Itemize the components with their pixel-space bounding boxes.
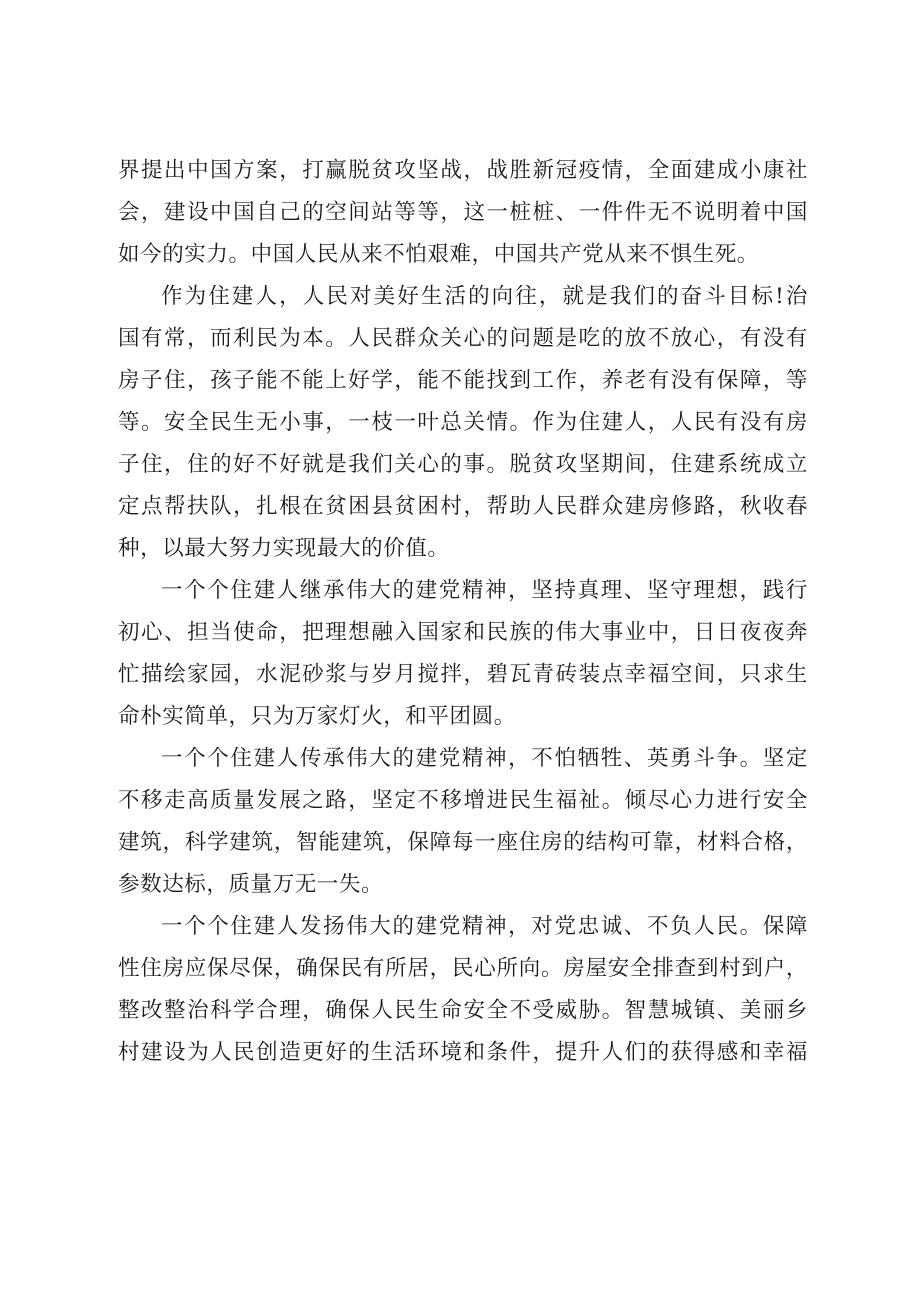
text-line: 等。安全民生无小事，一枝一叶总关情。作为住建人，人民有没有房 (118, 410, 808, 435)
text-line: 子住，住的好不好就是我们关心的事。脱贫攻坚期间，住建系统成立 (118, 452, 808, 477)
text-line: 一个个住建人发扬伟大的建党精神，对党忠诚、不负人民。保障 (161, 914, 808, 939)
text-line: 会，建设中国自己的空间站等等，这一桩桩、一件件无不说明着中国 (118, 200, 808, 225)
paragraph-1 (118, 150, 808, 276)
text-line: 参数达标，质量万无一失。 (118, 872, 384, 897)
text-line: 忙描绘家园，水泥砂浆与岁月搅拌，碧瓦青砖装点幸福空间，只求生 (118, 662, 808, 687)
text-line: 整改整治科学合理，确保人民生命安全不受威胁。智慧城镇、美丽乡 (118, 998, 808, 1023)
text-line: 国有常，而利民为本。人民群众关心的问题是吃的放不放心，有没有 (118, 326, 808, 351)
text-line: 房子住，孩子能不能上好学，能不能找到工作，养老有没有保障，等 (118, 368, 808, 393)
text-line: 定点帮扶队，扎根在贫困县贫困村，帮助人民群众建房修路，秋收春 (118, 494, 808, 519)
text-line: 不移走高质量发展之路，坚定不移增进民生福祉。倾尽心力进行安全 (118, 788, 808, 813)
text-line: 一个个住建人传承伟大的建党精神，不怕牺牲、英勇斗争。坚定 (161, 746, 808, 771)
text-line: 界提出中国方案，打赢脱贫攻坚战，战胜新冠疫情，全面建成小康社 (118, 158, 808, 183)
text-line: 建筑，科学建筑，智能建筑，保障每一座住房的结构可靠，材料合格， (118, 830, 808, 855)
paragraph-2 (118, 276, 808, 570)
text-line: 作为住建人，人民对美好生活的向往，就是我们的奋斗目标!治 (161, 284, 808, 309)
text-line: 一个个住建人继承伟大的建党精神，坚持真理、坚守理想，践行 (161, 578, 808, 603)
text-line: 村建设为人民创造更好的生活环境和条件，提升人们的获得感和幸福 (118, 1040, 808, 1065)
paragraph-5 (118, 906, 808, 1074)
paragraph-4 (118, 738, 808, 906)
text-line: 种，以最大努力实现最大的价值。 (118, 536, 450, 561)
text-line: 初心、担当使命，把理想融入国家和民族的伟大事业中，日日夜夜奔 (118, 620, 808, 645)
text-line: 性住房应保尽保，确保民有所居，民心所向。房屋安全排查到村到户， (118, 956, 808, 981)
text-line: 如今的实力。中国人民从来不怕艰难，中国共产党从来不惧生死。 (118, 242, 759, 267)
document-body (118, 150, 808, 1074)
paragraph-3 (118, 570, 808, 738)
text-line: 命朴实简单，只为万家灯火，和平团圆。 (118, 704, 516, 729)
